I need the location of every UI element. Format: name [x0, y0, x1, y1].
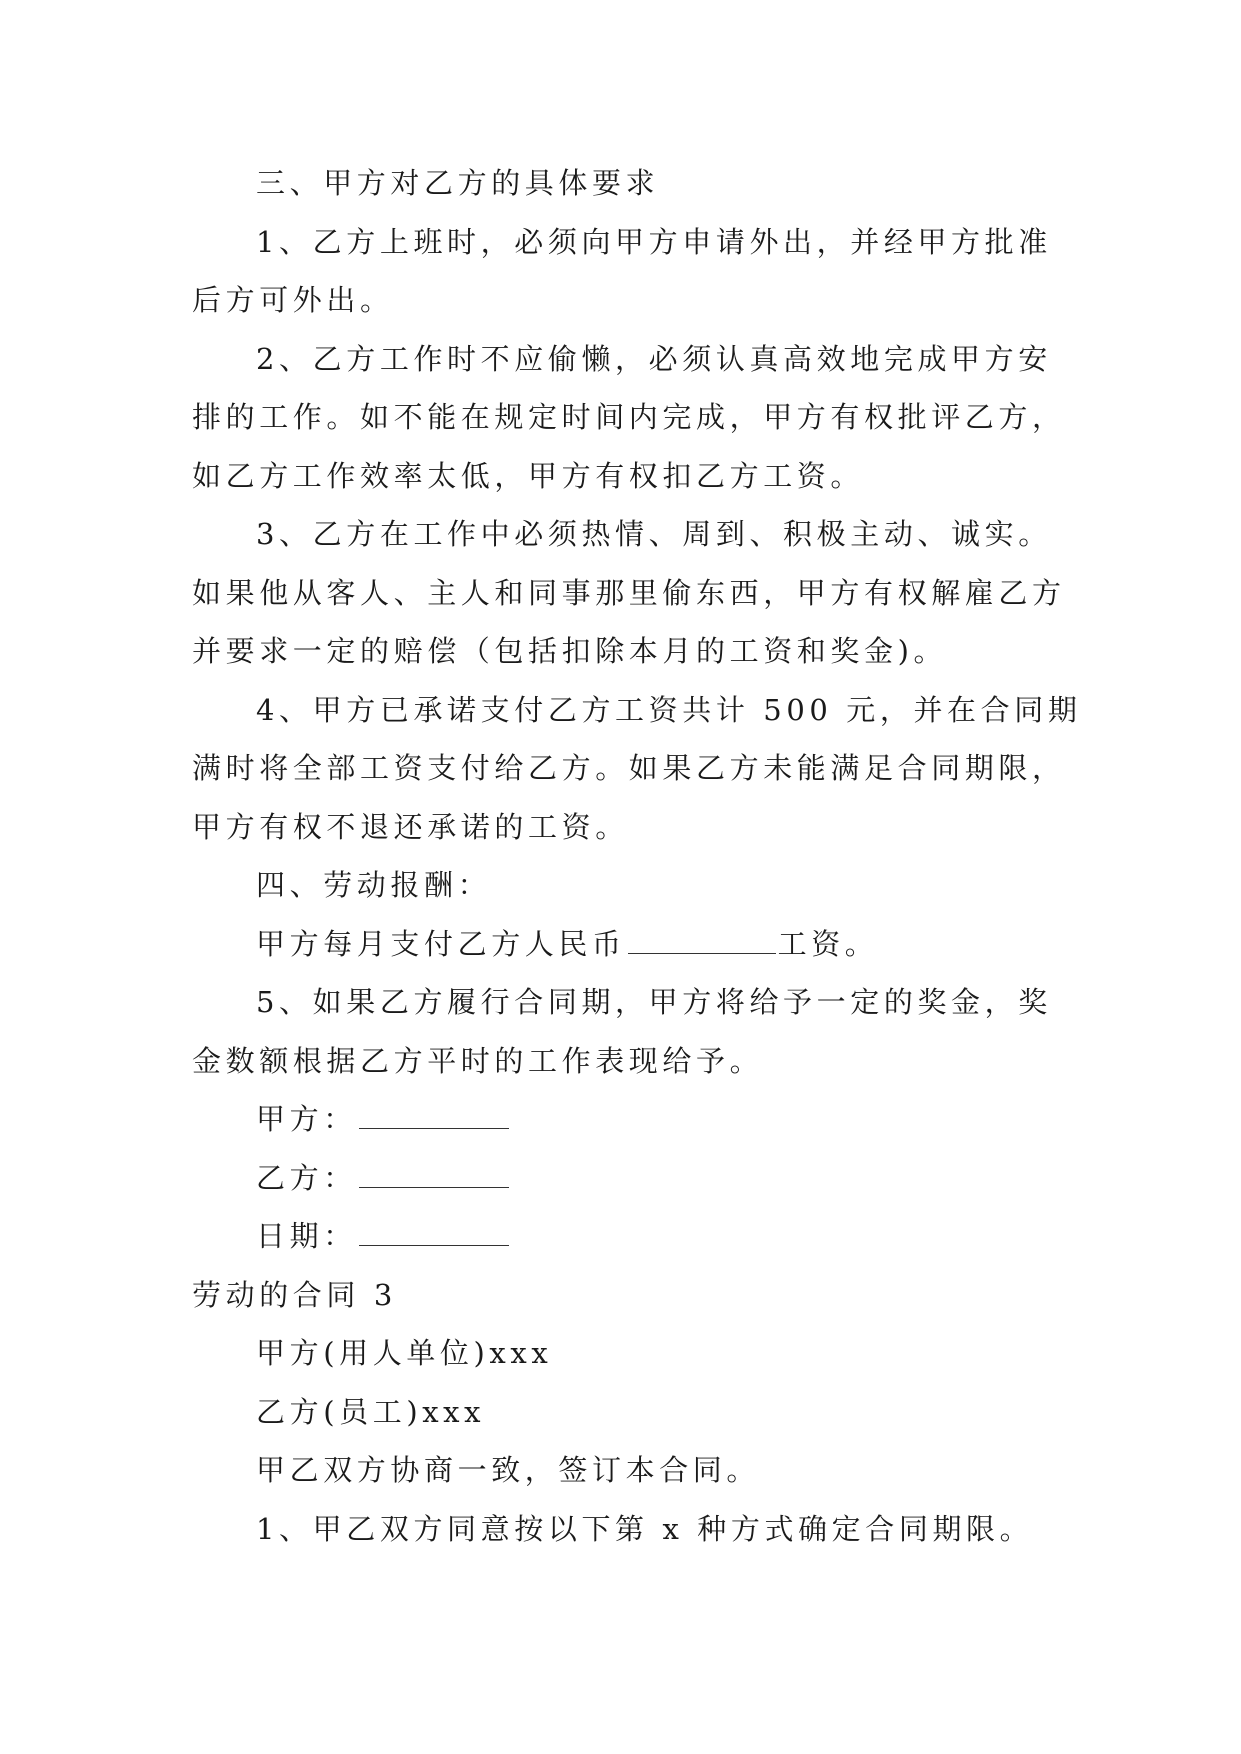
contract-3-party-b: 乙方(员工)xxx — [256, 1394, 486, 1429]
section-3-heading: 三、甲方对乙方的具体要求 — [256, 166, 660, 200]
monthly-pay-line — [192, 915, 1054, 974]
item-4-line-3: 甲方有权不退还承诺的工资。 — [192, 809, 629, 844]
item-5-paragraph — [192, 973, 1054, 1090]
contract-3-title: 劳动的合同 3 — [192, 1277, 397, 1312]
item-2-paragraph — [192, 330, 1066, 506]
item-1-line-2: 后方可外出。 — [192, 283, 394, 317]
item-2-line-2: 排的工作。如不能在规定时间内完成，甲方有权批评乙方， — [192, 400, 1066, 434]
monthly-pay-suffix: 工资。 — [777, 926, 879, 961]
contract-3-item-1: 1、甲乙双方同意按以下第 x 种方式确定合同期限。 — [256, 1511, 1034, 1546]
item-3-line-3: 并要求一定的赔偿（包括扣除本月的工资和奖金)。 — [192, 634, 948, 668]
section-4-heading: 四、劳动报酬： — [256, 868, 492, 902]
party-b-label: 乙方： — [256, 1160, 357, 1195]
item-5-line-1: 5、如果乙方履行合同期，甲方将给予一定的奖金，奖 — [256, 985, 1052, 1019]
item-3-paragraph — [192, 505, 1066, 681]
item-4-paragraph — [192, 681, 1082, 857]
item-4-line-2: 满时将全部工资支付给乙方。如果乙方未能满足合同期限， — [192, 751, 1066, 785]
item-1-paragraph — [192, 213, 1054, 330]
date-label: 日期： — [256, 1219, 357, 1253]
item-3-line-1: 3、乙方在工作中必须热情、周到、积极主动、诚实。 — [256, 517, 1052, 551]
item-2-line-1: 2、乙方工作时不应偷懒，必须认真高效地完成甲方安 — [256, 341, 1052, 376]
item-2-line-3: 如乙方工作效率太低，甲方有权扣乙方工资。 — [192, 458, 865, 493]
document-body — [192, 154, 1082, 1558]
item-1-line-1: 1、乙方上班时，必须向甲方申请外出，并经甲方批准 — [256, 224, 1052, 259]
item-4-line-1: 4、甲方已承诺支付乙方工资共计 500 元，并在合同期 — [256, 692, 1082, 727]
monthly-pay-blank[interactable] — [628, 925, 776, 954]
party-a-signature-line — [192, 1090, 1054, 1149]
item-3-line-2: 如果他从客人、主人和同事那里偷东西，甲方有权解雇乙方 — [192, 575, 1066, 610]
item-5-line-2: 金数额根据乙方平时的工作表现给予。 — [192, 1043, 764, 1078]
date-blank[interactable] — [359, 1217, 509, 1246]
party-a-blank[interactable] — [359, 1100, 509, 1129]
party-b-blank[interactable] — [359, 1159, 509, 1188]
contract-3-agreement: 甲乙双方协商一致，签订本合同。 — [256, 1453, 761, 1487]
date-signature-line — [192, 1207, 1054, 1266]
contract-3-party-a: 甲方(用人单位)xxx — [256, 1336, 553, 1370]
monthly-pay-prefix: 甲方每月支付乙方人民币 — [256, 926, 626, 961]
party-b-signature-line — [192, 1149, 1054, 1208]
party-a-label: 甲方： — [256, 1102, 357, 1136]
